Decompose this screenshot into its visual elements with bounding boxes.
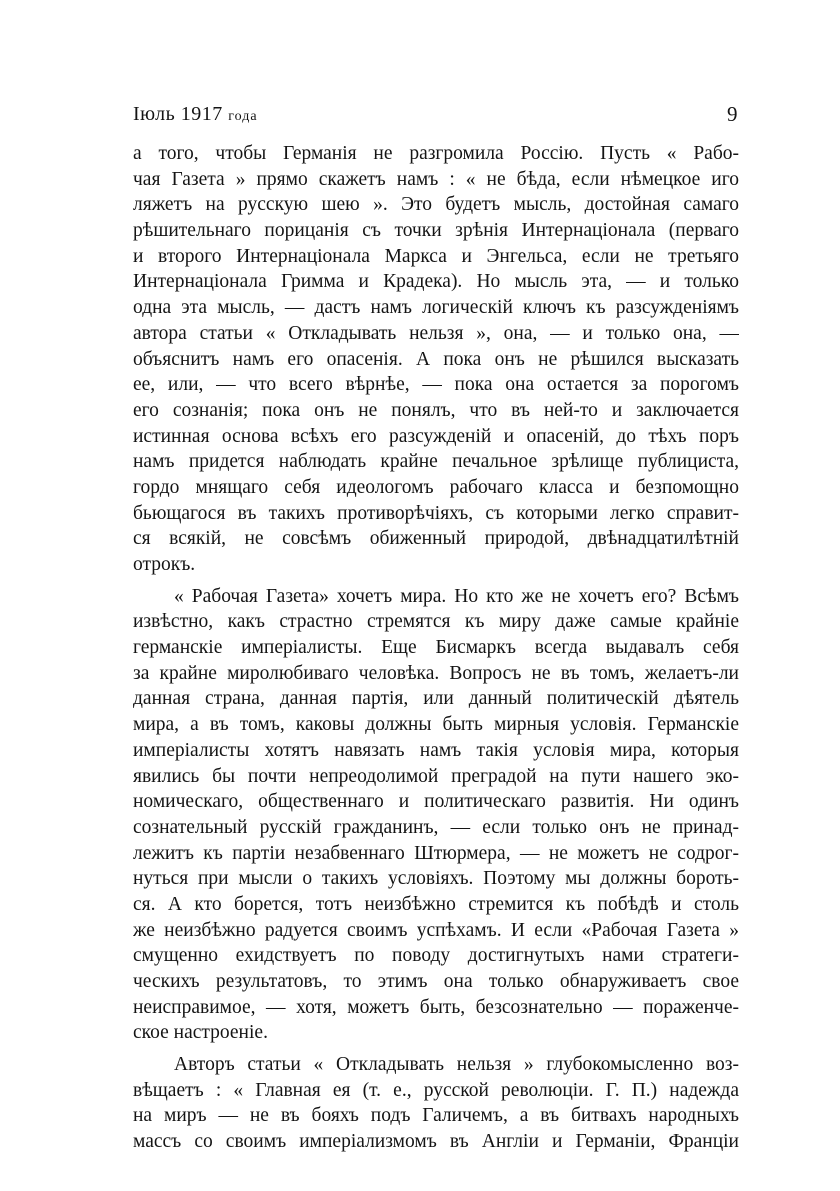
text-line: номическаго, общественнаго и политическаго развитія. Ни одинъ (133, 791, 739, 813)
text-line: гордо мнящаго себя идеологомъ рабочаго класса и безпомощно (133, 476, 739, 498)
body-text (133, 141, 739, 1155)
text-line: Авторъ статьи « Откладывать нельзя » глубокомысленно воз- (174, 1054, 739, 1076)
running-head-tail: года (228, 109, 258, 124)
text-line: мира, а въ томъ, каковы должны быть мирныя условія. Германскіе (133, 714, 739, 736)
text-line: истинная основа всѣхъ его разсужденій и опасеній, до тѣхъ поръ (133, 425, 739, 447)
text-line: объяснитъ намъ его опасенія. А пока онъ не рѣшился высказать (133, 348, 739, 370)
text-line: на миръ — не въ бояхъ подъ Галичемъ, а въ битвахъ народныхъ (133, 1105, 739, 1127)
text-line: рѣшительнаго порицанія съ точки зрѣнія Интернаціонала (перваго (133, 220, 739, 242)
text-line: данная страна, данная партія, или данный политическій дѣятель (133, 688, 739, 710)
text-line: имперіалисты хотятъ навязать намъ такія условія мира, которыя (133, 739, 739, 761)
text-line: намъ придется наблюдать крайне печальное зрѣлище публициста, (133, 451, 739, 473)
text-line: ся. А кто борется, тотъ неизбѣжно стремится къ побѣдѣ и столь (133, 893, 739, 915)
running-head-main: Іюль 1917 (133, 103, 223, 125)
paragraph (133, 1052, 739, 1155)
text-line: ляжетъ на русскую шею ». Это будетъ мысль, достойная самаго (133, 194, 739, 216)
text-line: а того, чтобы Германія не разгромила Россію. Пусть « Рабо- (133, 143, 739, 164)
paragraph (133, 141, 739, 578)
text-line: отрокъ. (133, 554, 196, 575)
text-line: явились бы почти непреодолимой преградой на пути нашего эко- (133, 765, 739, 787)
text-line: же неизбѣжно радуется своимъ успѣхамъ. И если «Рабочая Газета » (133, 919, 739, 941)
text-line: лежитъ къ партіи незабвеннаго Штюрмера, — не можетъ не содрог- (133, 842, 739, 864)
text-line: и второго Интернаціонала Маркса и Энгельса, если не третьяго (133, 245, 739, 267)
text-line: извѣстно, какъ страстно стремятся къ миру даже самые крайніе (133, 611, 739, 633)
text-line: ское настроеніе. (133, 1022, 268, 1044)
text-line: ческихъ результатовъ, то этимъ она только обнаруживаетъ свое (133, 971, 739, 992)
text-line: « Рабочая Газета» хочетъ мира. Но кто же не хочетъ его? Всѣмъ (174, 585, 739, 607)
page-number: 9 (727, 102, 738, 126)
text-line: массъ со своимъ имперіализмомъ въ Англіи и Германіи, Франціи (133, 1131, 739, 1153)
running-head (133, 104, 258, 124)
text-line: одна эта мысль, — дастъ намъ логическій ключъ къ разсужденіямъ (133, 297, 739, 319)
text-line: за крайне миролюбиваго человѣка. Вопросъ не въ томъ, желаетъ-ли (133, 662, 739, 684)
text-line: ся всякій, не совсѣмъ обиженный природой, двѣнадцатилѣтній (133, 528, 739, 550)
text-line: нуться при мысли о такихъ условіяхъ. Поэтому мы должны бороть- (133, 868, 739, 890)
paragraph (133, 584, 739, 1046)
text-line: его сознанія; пока онъ не понялъ, что въ ней-то и заключается (133, 399, 739, 421)
text-line: сознательный русскій гражданинъ, — если только онъ не принад- (133, 816, 739, 838)
text-line: смущенно ехидствуетъ по поводу достигнутыхъ нами стратеги- (133, 945, 739, 967)
text-line: чая Газета » прямо скажетъ намъ : « не бѣда, если нѣмецкое иго (133, 168, 739, 190)
text-line: вѣщаетъ : « Главная ея (т. е., русской революціи. Г. П.) надежда (133, 1079, 739, 1101)
text-line: германскіе имперіалисты. Еще Бисмаркъ всегда выдавалъ себя (133, 637, 739, 659)
text-line: неисправимое, — хотя, можетъ быть, безсознательно — пораженче- (133, 996, 739, 1018)
text-line: ее, или, — что всего вѣрнѣе, — пока она остается за порогомъ (133, 374, 739, 396)
text-line: Интернаціонала Гримма и Крадека). Но мысль эта, — и только (133, 271, 739, 293)
text-line: автора статьи « Откладывать нельзя », она, — и только она, — (133, 322, 739, 344)
text-line: бьющагося въ такихъ противорѣчіяхъ, съ которыми легко справит- (133, 502, 739, 524)
